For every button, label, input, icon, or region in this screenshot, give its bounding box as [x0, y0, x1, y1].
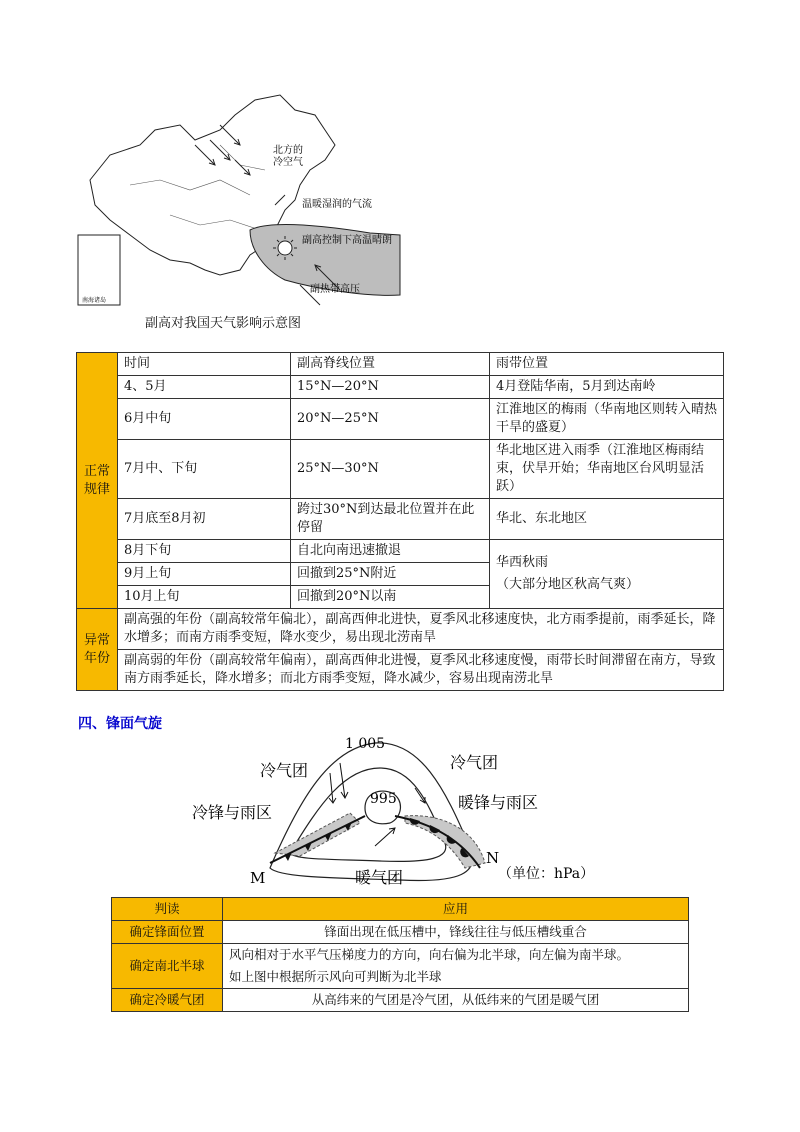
- cold-air-left-label: 冷气团: [260, 761, 309, 780]
- isobar-1005-label: 1 005: [345, 736, 386, 752]
- group-abnormal-label: 异常 年份: [77, 609, 118, 691]
- table-row: [77, 376, 724, 399]
- row-time: 4、5月: [118, 376, 291, 399]
- north-air-label: 北方的冷空气: [273, 145, 303, 168]
- autumn-rain-line2: （大部分地区秋高气爽）: [496, 577, 640, 592]
- cold-air-arrows: [195, 125, 250, 175]
- row-value: 从高纬来的气团是冷气团，从低纬来的气团是暖气团: [223, 989, 689, 1012]
- unit-label: （单位：hPa）: [498, 866, 595, 882]
- table-row: [112, 989, 689, 1012]
- table-row: [77, 540, 724, 563]
- row-ridge: 回撤到25°N附近: [291, 563, 490, 586]
- table-row: [77, 399, 724, 440]
- row-ridge: 回撤到20°N以南: [291, 586, 490, 609]
- row-time: 7月底至8月初: [118, 499, 291, 540]
- subtropical-high-label: 副热带高压: [310, 284, 360, 295]
- table-row: [112, 944, 689, 989]
- header-ridge: 副高脊线位置: [291, 353, 490, 376]
- autumn-rain-line1: 华西秋雨: [496, 555, 549, 570]
- table-row: [77, 650, 724, 691]
- frontal-cyclone-diagram: [180, 728, 620, 893]
- abnormal-strong-text: 副高强的年份（副高较常年偏北），副高西伸北进快，夏季风北移速度快，北方雨季提前，雨季延长，降水增多；而南方雨季变短，降水变少，易出现北涝南旱: [118, 609, 724, 650]
- table-header-row: [112, 898, 689, 921]
- warm-front-label: 暖锋与雨区: [458, 793, 539, 812]
- cold-air-right-label: 冷气团: [450, 753, 499, 772]
- group-normal-label: 正常 规律: [77, 353, 118, 609]
- isobar-995-label: 995: [370, 791, 397, 807]
- inset-map-box: [78, 235, 120, 305]
- row-ridge: 25°N—30°N: [291, 440, 490, 499]
- abnormal-weak-text: 副高弱的年份（副高较常年偏南），副高西伸北进慢，夏季风北移速度慢，雨带长时间滞留在南方，导致南方雨季延长，降水增多；而北方雨季变短，降水减少，容易出现南涝北旱: [118, 650, 724, 691]
- section-title: 四、锋面气旋: [78, 716, 162, 732]
- warm-air-label: 暖气团: [355, 868, 404, 887]
- cold-front-label: 冷锋与雨区: [192, 803, 273, 822]
- subtropical-high-table: [76, 352, 724, 691]
- row-value: 锋面出现在低压槽中，锋线往往与低压槽线重合: [223, 921, 689, 944]
- header-rain: 雨带位置: [490, 353, 724, 376]
- table-row: [77, 440, 724, 499]
- table-row: [77, 499, 724, 540]
- autumn-rain-cell: [490, 540, 724, 609]
- row-value: 风向相对于水平气压梯度力的方向，向右偏为北半球，向左偏为南半球。: [229, 947, 630, 962]
- row-time: 9月上旬: [118, 563, 291, 586]
- row-ridge: 20°N—25°N: [291, 399, 490, 440]
- cyclone-judgement-table: [111, 897, 689, 1012]
- china-map-figure: [70, 85, 430, 335]
- row-ridge: 15°N—20°N: [291, 376, 490, 399]
- row-time: 8月下旬: [118, 540, 291, 563]
- header-application: 应用: [223, 898, 689, 921]
- row-key: 确定冷暖气团: [112, 989, 223, 1012]
- table-row: [77, 609, 724, 650]
- map-caption: 副高对我国天气影响示意图: [145, 316, 302, 331]
- point-n-label: N: [486, 849, 500, 867]
- subtropical-high-map: [70, 85, 430, 335]
- row-time: 6月中旬: [118, 399, 291, 440]
- header-judge: 判读: [112, 898, 223, 921]
- row-rain: 华北地区进入雨季（江淮地区梅雨结束，伏旱开始；华南地区台风明显活跃）: [490, 440, 724, 499]
- table-header-row: [77, 353, 724, 376]
- table-row: [112, 921, 689, 944]
- row-ridge: 自北向南迅速撤退: [291, 540, 490, 563]
- row-ridge: 跨过30°N到达最北位置并在此停留: [291, 499, 490, 540]
- row-value-cell: [223, 944, 689, 989]
- cold-front-rain-area: [275, 813, 360, 856]
- inset-label: 南海诸岛: [82, 297, 107, 304]
- row-key: 确定锋面位置: [112, 921, 223, 944]
- row-time: 7月中、下旬: [118, 440, 291, 499]
- row-rain: 江淮地区的梅雨（华南地区则转入晴热干旱的盛夏）: [490, 399, 724, 440]
- row-key: 确定南北半球: [112, 944, 223, 989]
- cold-front-line: [270, 816, 365, 863]
- point-m-label: M: [250, 869, 266, 887]
- control-label: 副高控制下高温晴朗: [302, 235, 392, 246]
- row-rain: 4月登陆华南，5月到达南岭: [490, 376, 724, 399]
- warm-flow-label: 温暖湿润的气流: [302, 199, 372, 210]
- row-value-2: 如上图中根据所示风向可判断为北半球: [229, 969, 442, 984]
- row-rain: 华北、东北地区: [490, 499, 724, 540]
- header-time: 时间: [118, 353, 291, 376]
- row-time: 10月上旬: [118, 586, 291, 609]
